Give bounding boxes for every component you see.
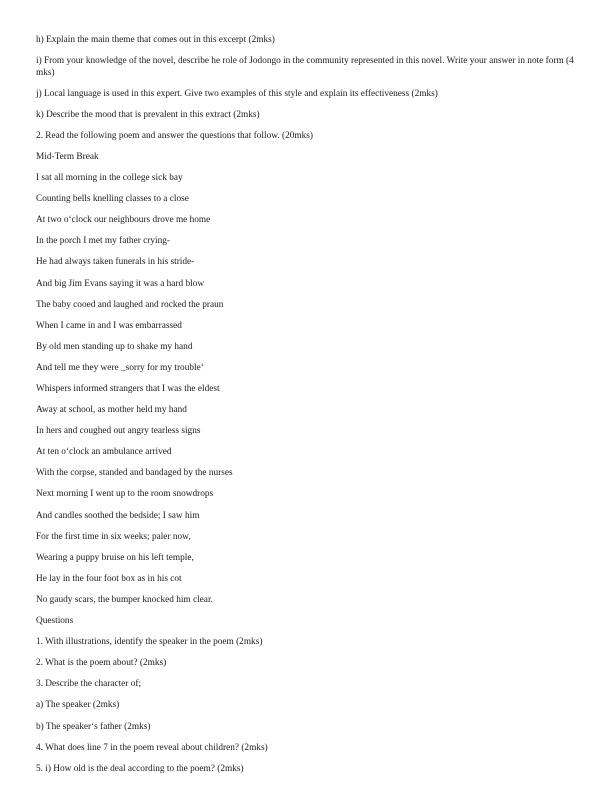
poem-line: With the corpse, standed and bandaged by the nurses xyxy=(36,468,233,479)
poem-line: Next morning I went up to the room snowdrops xyxy=(36,489,214,500)
poem-line: In the porch I met my father crying- xyxy=(36,236,170,247)
poem-line: Whispers informed strangers that I was the eldest xyxy=(36,384,220,394)
poem-line: No gaudy scars, the bumper knocked him clear. xyxy=(36,594,213,605)
poem-line: At ten o‘clock an ambulance arrived xyxy=(36,447,172,458)
question-4: 4. What does line 7 in the poem reveal about children? (2mks) xyxy=(36,742,268,753)
question-5i: 5. i) How old is the deal according to the poem? (2mks) xyxy=(36,763,244,774)
question-2: 2. What is the poem about? (2mks) xyxy=(36,658,167,669)
section-2-instruction: 2. Read the following poem and answer the questions that follow. (20mks) xyxy=(36,130,313,141)
poem-line: And tell me they were _sorry for my trouble‘ xyxy=(36,362,204,373)
question-3: 3. Describe the character of; xyxy=(36,679,142,690)
question-j: j) Local language is used in this expert. Give two examples of this style and explain its effectiveness (2mks) xyxy=(36,88,438,99)
poem-line: The baby cooed and laughed and rocked the praun xyxy=(36,299,224,310)
poem-line: In hers and coughed out angry tearless signs xyxy=(36,426,201,437)
poem-line: By old men standing up to shake my hand xyxy=(36,341,193,352)
poem-line: At two o‘clock our neighbours drove me home xyxy=(36,215,211,226)
poem-line: Counting bells knelling classes to a close xyxy=(36,194,189,205)
poem-line: I sat all morning in the college sick bay xyxy=(36,173,183,184)
question-3b: b) The speaker‘s father (2mks) xyxy=(36,721,151,732)
question-h: h) Explain the main theme that comes out in this excerpt (2mks) xyxy=(36,35,275,45)
poem-line: Wearing a puppy bruise on his left temple, xyxy=(36,552,194,563)
question-1: 1. With illustrations, identify the speaker in the poem (2mks) xyxy=(36,637,263,648)
poem-title: Mid-Term Break xyxy=(36,151,99,162)
poem-line: He had always taken funerals in his stride- xyxy=(36,257,195,268)
poem-line: Away at school, as mother held my hand xyxy=(36,405,187,416)
document-page xyxy=(36,35,576,785)
question-i: i) From your knowledge of the novel, describe he role of Jodongo in the community represented in this novel. Write your answer in note form (4 mks) xyxy=(36,56,574,78)
poem-line: He lay in the four foot box as in his cot xyxy=(36,573,182,584)
poem-line: And big Jim Evans saying it was a hard blow xyxy=(36,278,205,289)
questions-heading: Questions xyxy=(36,616,74,627)
poem-line: For the first time in six weeks; paler now, xyxy=(36,531,191,542)
poem-line: And candles soothed the bedside; I saw him xyxy=(36,510,200,521)
question-3a: a) The speaker (2mks) xyxy=(36,700,120,711)
poem-line: When I came in and I was embarrassed xyxy=(36,320,182,331)
question-k: k) Describe the mood that is prevalent in this extract (2mks) xyxy=(36,109,260,120)
